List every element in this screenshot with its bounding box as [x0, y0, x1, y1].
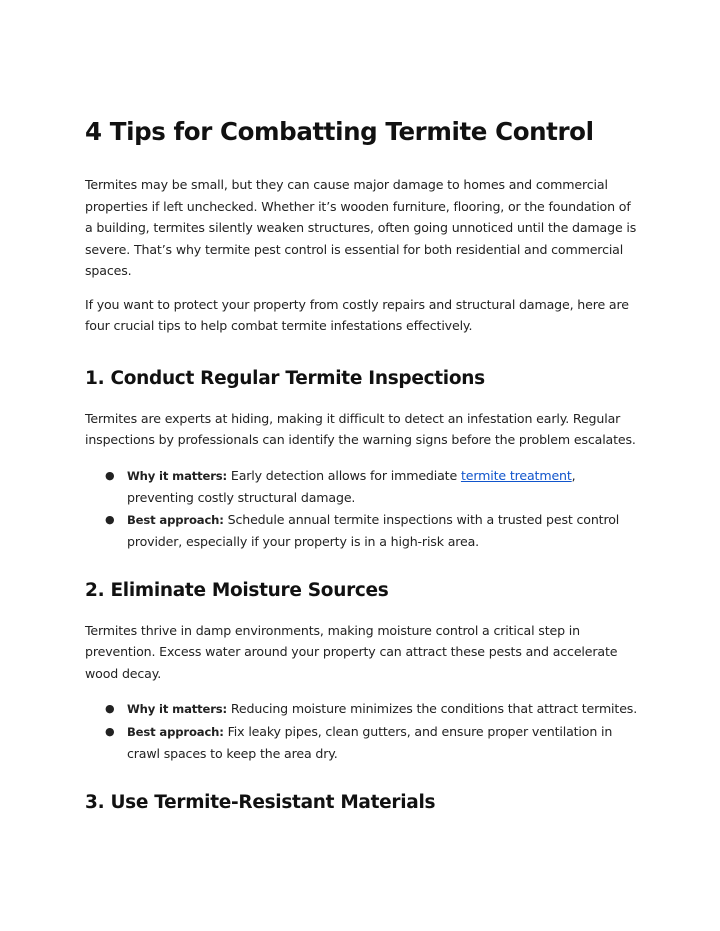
- bullet-text-after: , preventing costly structural damage.: [127, 467, 576, 505]
- bullet-lead: Why it matters:: [127, 468, 228, 483]
- intro-paragraph-1: Termites may be small, but they can cause major damage to homes and commercial properties if left unchecked. Whether it’s wooden furniture, flooring, or the foundation of a building, termites silently weaken structures, often going unnoticed until the damage is severe. That’s why termite pest control is essential for both residential and commercial spaces.: [85, 177, 637, 278]
- section-heading-1: 1. Conduct Regular Termite Inspections: [85, 367, 485, 389]
- bullet-icon: ●: [105, 724, 115, 738]
- list-item: [85, 465, 641, 509]
- document-page: [85, 112, 641, 818]
- section-2-bullet-list: [85, 698, 641, 765]
- list-item: [85, 698, 641, 721]
- section-heading-2: 2. Eliminate Moisture Sources: [85, 579, 389, 601]
- section-2-body: Termites thrive in damp environments, making moisture control a critical step in prevention. Excess water around your property can attract these pests and accelerate wood decay.: [85, 622, 618, 681]
- bullet-text: Reducing moisture minimizes the conditions that attract termites.: [227, 701, 638, 716]
- section-1-body: Termites are experts at hiding, making it difficult to detect an infestation early. Regular inspections by professionals can identify the warning signs before the problem escalates.: [85, 410, 636, 447]
- bullet-lead: Best approach:: [127, 512, 224, 527]
- list-item: [85, 721, 641, 765]
- bullet-icon: ●: [105, 702, 115, 715]
- section-1-bullet-list: [85, 465, 641, 553]
- termite-treatment-link[interactable]: termite treatment: [460, 467, 572, 483]
- section-heading-3: 3. Use Termite-Resistant Materials: [85, 791, 436, 813]
- bullet-lead: Why it matters:: [127, 702, 228, 716]
- bullet-text: Early detection allows for immediate: [227, 467, 461, 483]
- list-item: [85, 509, 641, 553]
- bullet-icon: ●: [105, 468, 115, 482]
- page-title: 4 Tips for Combatting Termite Control: [85, 117, 594, 146]
- intro-paragraph-2: If you want to protect your property from costly repairs and structural damage, here are four crucial tips to help combat termite infestations effectively.: [85, 296, 629, 333]
- bullet-text: Fix leaky pipes, clean gutters, and ensure proper ventilation in crawl spaces to keep the area dry.: [127, 723, 613, 761]
- bullet-text: Schedule annual termite inspections with a trusted pest control provider, especially if your property is in a high-risk area.: [127, 511, 620, 549]
- bullet-lead: Best approach:: [127, 724, 224, 739]
- bullet-icon: ●: [105, 512, 115, 526]
